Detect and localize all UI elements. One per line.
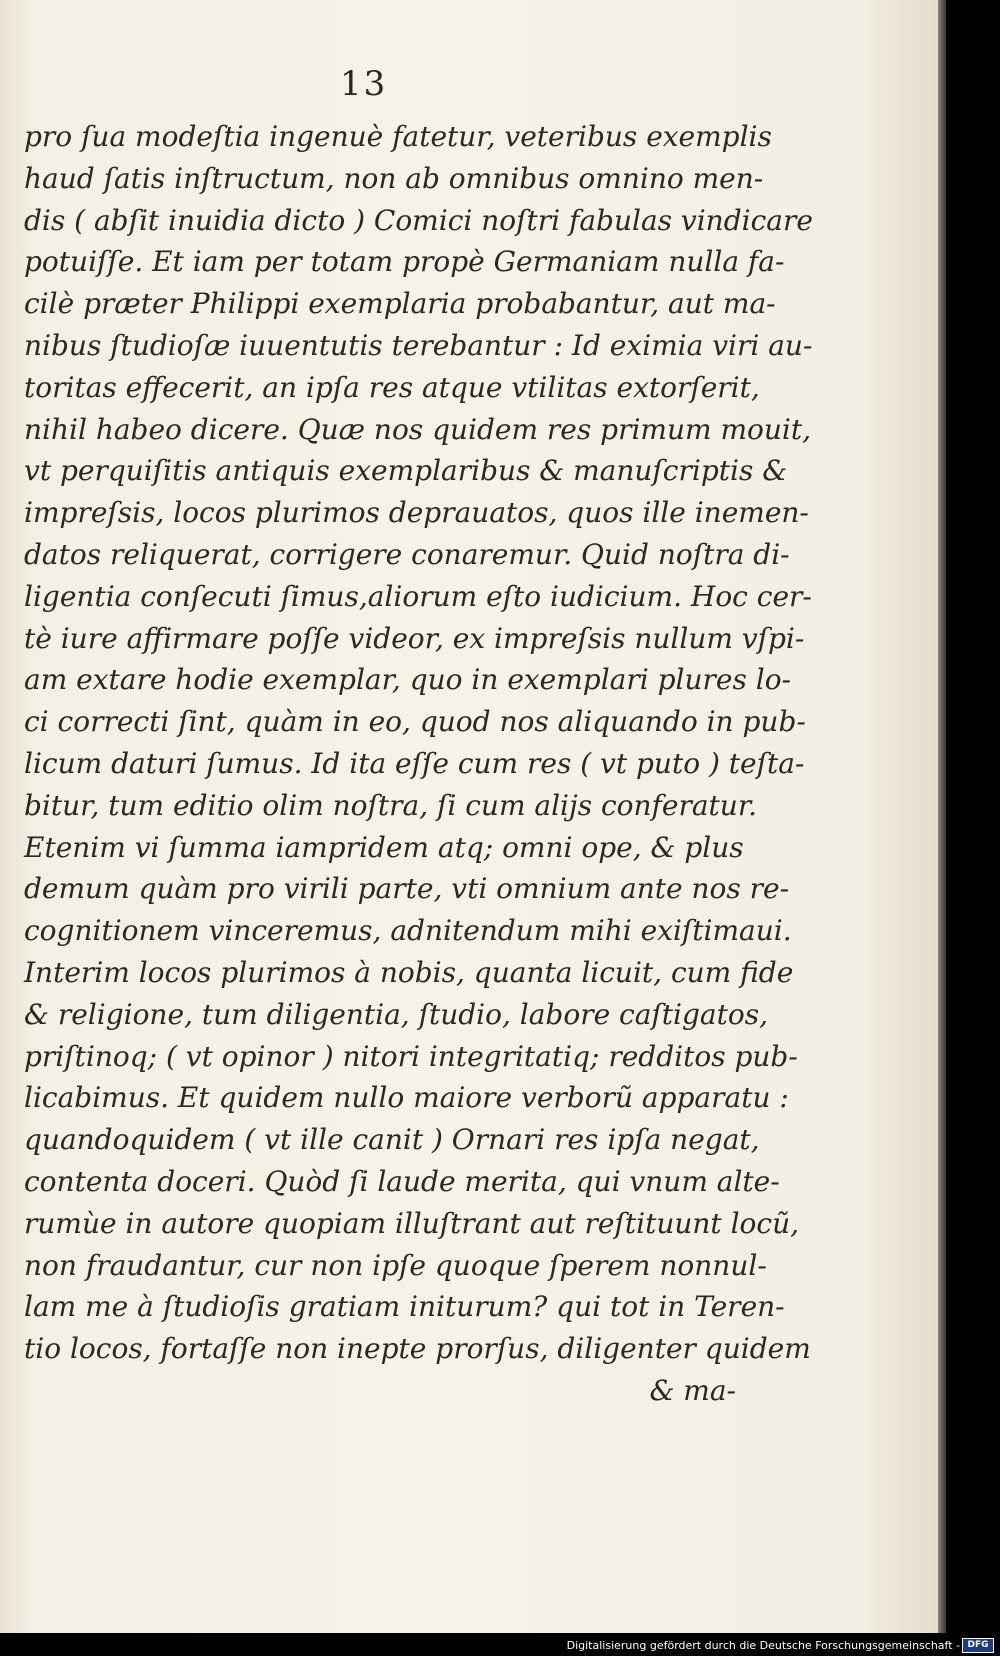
dfg-logo: DFG xyxy=(962,1638,994,1653)
text-line: & ma- xyxy=(649,1373,736,1407)
text-line: bitur, tum editio olim noſtra, ſi cum alijs conferatur. xyxy=(24,788,758,822)
text-line: ligentia conſecuti ſimus,aliorum eſto iudicium. Hoc cer- xyxy=(24,579,812,613)
text-line: licabimus. Et quidem nullo maiore verborũ apparatu : xyxy=(24,1081,789,1115)
text-line: licum daturi ſumus. Id ita eſſe cum res ( vt puto ) teſta- xyxy=(24,746,805,780)
text-line: tè iure affirmare poſſe videor, ex impreſsis nullum vſpi- xyxy=(24,621,805,655)
text-line: cilè præter Philippi exemplaria probabantur, aut ma- xyxy=(24,287,776,321)
text-line: tio locos, fortaſſe non inepte prorſus, diligenter quidem xyxy=(24,1332,811,1366)
body-text xyxy=(24,116,813,1412)
text-line: Etenim vi ſumma iampridem atq; omni ope, & plus xyxy=(24,830,744,864)
text-line: priſtinoq; ( vt opinor ) nitori integritatiq; redditos pub- xyxy=(24,1039,798,1073)
text-line: potuiſſe. Et iam per totam propè Germaniam nulla fa- xyxy=(24,245,785,279)
text-line: contenta doceri. Quòd ſi laude merita, qui vnum alte- xyxy=(24,1164,780,1198)
text-line: quandoquidem ( vt ille canit ) Ornari res ipſa negat, xyxy=(24,1123,760,1157)
text-line: nihil habeo dicere. Quæ nos quidem res primum mouit, xyxy=(24,412,811,446)
text-line: Interim locos plurimos à nobis, quanta licuit, cum fide xyxy=(24,955,794,989)
text-line: demum quàm pro virili parte, vti omnium ante nos re- xyxy=(24,872,790,906)
text-line: cognitionem vinceremus, adnitendum mihi exiſtimaui. xyxy=(24,914,792,948)
text-line: nibus ſtudioſæ iuuentutis terebantur : Id eximia viri au- xyxy=(24,328,813,362)
text-line: & religione, tum diligentia, ſtudio, labore caſtigatos, xyxy=(24,997,768,1031)
page-edge-shadow xyxy=(938,0,946,1633)
text-line: dis ( abſit inuidia dicto ) Comici noſtri fabulas vindicare xyxy=(24,203,813,237)
text-line: impreſsis, locos plurimos deprauatos, quos ille inemen- xyxy=(24,496,809,530)
text-line: rumùe in autore quopiam illuſtrant aut reſtituunt locũ, xyxy=(24,1206,800,1240)
text-line: pro ſua modeſtia ingenuè fatetur, veteribus exemplis xyxy=(24,120,772,153)
text-line: non fraudantur, cur non ipſe quoque ſperem nonnul- xyxy=(24,1248,767,1282)
digitization-credit: Digitalisierung gefördert durch die Deutsche Forschungsgemeinschaft - xyxy=(566,1639,960,1652)
text-line: lam me à ſtudioſis gratiam initurum? qui tot in Teren- xyxy=(24,1290,785,1324)
text-line: vt perquiſitis antiquis exemplaribus & manuſcriptis & xyxy=(24,454,788,488)
text-line: datos reliquerat, corrigere conaremur. Quid noſtra di- xyxy=(24,537,790,571)
text-line: haud ſatis inſtructum, non ab omnibus omnino men- xyxy=(24,161,764,195)
text-line: toritas effecerit, an ipſa res atque vtilitas extorſerit, xyxy=(24,370,760,404)
text-line: ci correcti ſint, quàm in eo, quod nos aliquando in pub- xyxy=(24,705,806,739)
page-number: 13 xyxy=(340,64,388,104)
text-line: am extare hodie exemplar, quo in exemplari plures lo- xyxy=(24,663,792,697)
